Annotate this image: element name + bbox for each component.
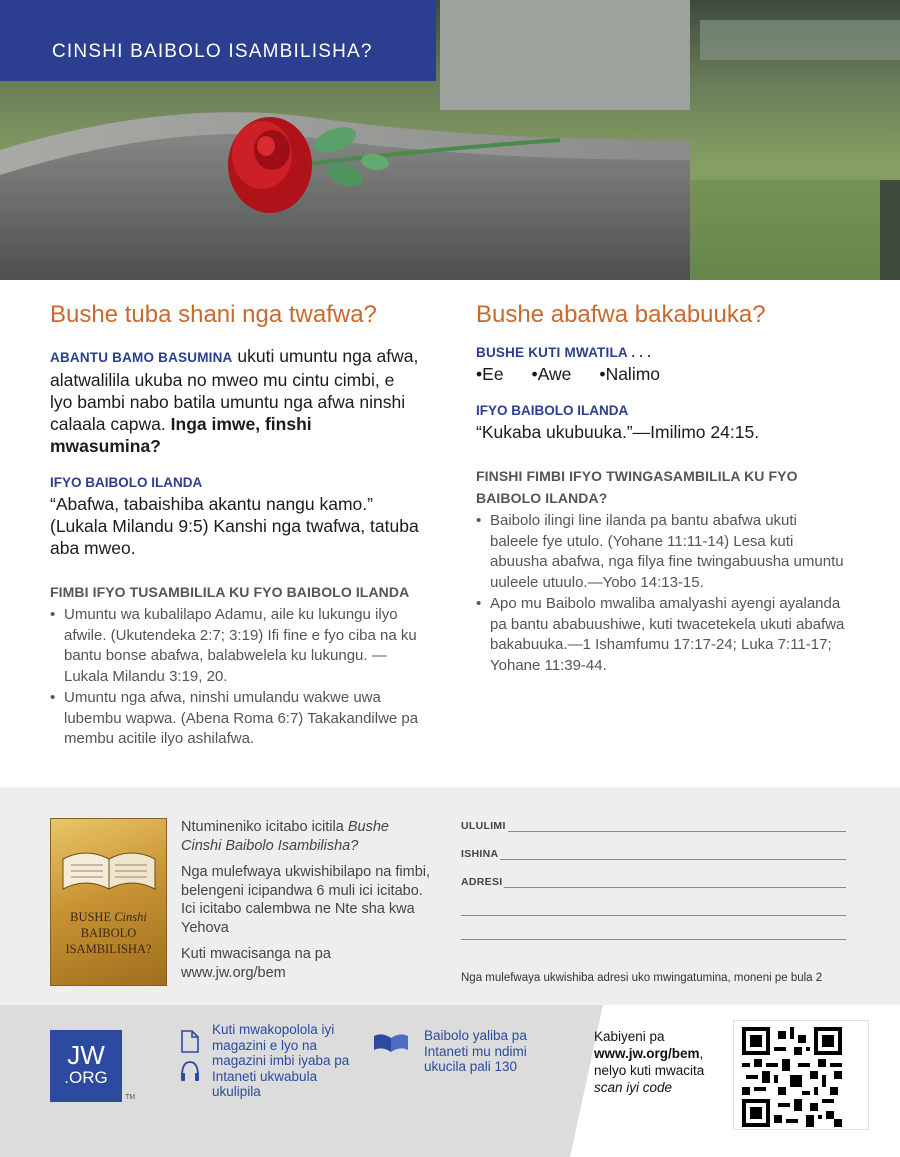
jw-org-logo[interactable] [50,1030,122,1102]
left-sub-head: FIMBI IFYO TUSAMBILILA KU FYO BAIBOLO ILANDA [50,584,410,600]
book-title-3: ISAMBILISHA? [65,942,152,956]
hero-photo [0,0,900,280]
right-bullet-list [476,511,848,676]
book-title [51,909,166,957]
intro-question: Inga imwe, finshi mwasumina? [50,414,312,456]
intro-lead: ABANTU BAMO BASUMINA [50,350,233,365]
trademark: TM [125,1094,136,1101]
download-icons [180,1030,200,1095]
order-form [461,818,846,940]
right-section-text: “Kukaba ukubuuka.”—Imilimo 24:15. [476,422,760,442]
name-field[interactable] [500,846,846,860]
background-gravestone [440,0,690,110]
address-field-2[interactable] [461,902,846,916]
visit-b: , nelyo kuti mwacita [594,1046,705,1078]
option-no: • Awe [532,363,572,385]
address-row-3 [461,916,846,940]
right-sub-head: FINSHI FIMBI IFYO TWINGASAMBILILA KU FYO BAIBOLO ILANDA? [476,468,798,506]
visit-italic: scan iyi code [594,1080,673,1095]
right-column [476,300,848,677]
name-label: ISHINA [461,848,499,860]
address-row [461,860,846,888]
question-head: BUSHE KUTI MWATILA . . . [476,345,652,360]
order-text [181,818,431,990]
order-p3: Kuti mwacisanga na pa www.jw.org/bem [181,946,331,981]
order-p2: Nga mulefwaya ukwishibilapo na fimbi, belengeni icipandwa 6 muli ici icitabo. Ici icitabo calembwa ne Nte sha kwa Yehova [181,864,431,936]
rose [228,117,312,213]
left-section-text: “Abafwa, tabaishiba akantu nangu kamo.” (Lukala Milandu 9:5) Kanshi nga twafwa, tatuba aba mweo. [50,494,419,558]
language-row [461,818,846,832]
visit-text [594,1028,724,1096]
headphones-icon [181,1062,199,1081]
download-text: Kuti mwakopolola iyi magazini e lyo na magazini imbi iyaba pa Intaneti ukwabula ukulipila [212,1022,350,1099]
logo-line1: JW [67,1040,105,1070]
address-row-2 [461,888,846,916]
answer-options [476,363,848,385]
list-item: • Apo mu Baibolo mwaliba amalyashi ayengi ayalanda pa bantu ababuushiwe, kuti twacetekela ukuti abafwa bakabuuka.—1 Ishamfumu 17:17-24; Luka 7:11-17; Yohane 11:39-44. [476,594,848,676]
qr-code[interactable] [733,1020,869,1130]
list-item: • Umuntu nga afwa, ninshi umulandu wakwe uwa lubembu wapwa. (Abena Roma 6:7) Takakandilwe pa membu acitile ilyo ashilafwa. [50,688,420,750]
book-title-2: BAIBOLO [80,926,137,940]
language-label: ULULIMI [461,820,506,832]
address-field-3[interactable] [461,926,846,940]
book-title-1: BUSHE [70,910,115,924]
address-field[interactable] [504,874,846,888]
address-note: Nga mulefwaya ukwishiba adresi uko mwingatumina, moneni pe bula 2 [461,972,823,984]
intro-text: ukuti umuntu nga afwa, alatwalilila ukuba no mweo mu cintu cimbi, e lyo bambi nabo batila umuntu nga afwa ninshi calaala capwa. [50,346,419,434]
option-maybe: • Nalimo [599,363,660,385]
list-item: • Umuntu wa kubalilapo Adamu, aile ku lukungu ilyo afwile. (Ukutendeka 2:7; 3:19) Ifi fine e fyo ciba na ku bantu bonse abafwa, balabwelela ku lukungu. —Lukala Milandu 3:19, 20. [50,605,420,687]
logo-line2: .ORG [64,1068,108,1087]
document-icon [182,1031,198,1052]
left-column [50,300,420,751]
name-row [461,832,846,860]
open-bible-icon [51,819,168,909]
right-section-head: IFYO BAIBOLO ILANDA [476,403,629,418]
address-label: ADRESI [461,876,503,888]
left-section-head: IFYO BAIBOLO ILANDA [50,475,203,490]
header-title: CINSHI BAIBOLO ISAMBILISHA? [0,0,436,81]
left-intro [50,345,420,457]
book-cover [50,818,167,986]
list-item: • Baibolo ilingi line ilanda pa bantu abafwa ukuti baleele fye utulo. (Yohane 11:11-14) Lesa kuti abuusha abafwa, nga filya fine twingabuusha umuntu uuleele utuulo.—Yobo 14:13-15. [476,511,848,593]
language-field[interactable] [508,818,846,832]
right-heading: Bushe abafwa bakabuuka? [476,301,766,328]
option-yes: • Ee [476,363,504,385]
order-p1 [181,818,431,855]
bible-icon [372,1030,410,1059]
book-title-italic: Cinshi [114,910,147,924]
left-heading: Bushe tuba shani nga twafwa? [50,301,377,328]
left-bullet-list [50,605,420,750]
qr-code-icon [742,1027,842,1127]
order-p1-book: Bushe Cinshi Baibolo Isambilisha? [181,819,389,854]
bible-text: Baibolo yaliba pa Intaneti mu ndimi ukucila pali 130 [424,1028,527,1074]
order-p1-text: Ntumineniko icitabo icitila [181,819,348,835]
visit-url[interactable]: www.jw.org/bem [594,1046,700,1061]
visit-a: Kabiyeni pa [594,1029,665,1044]
